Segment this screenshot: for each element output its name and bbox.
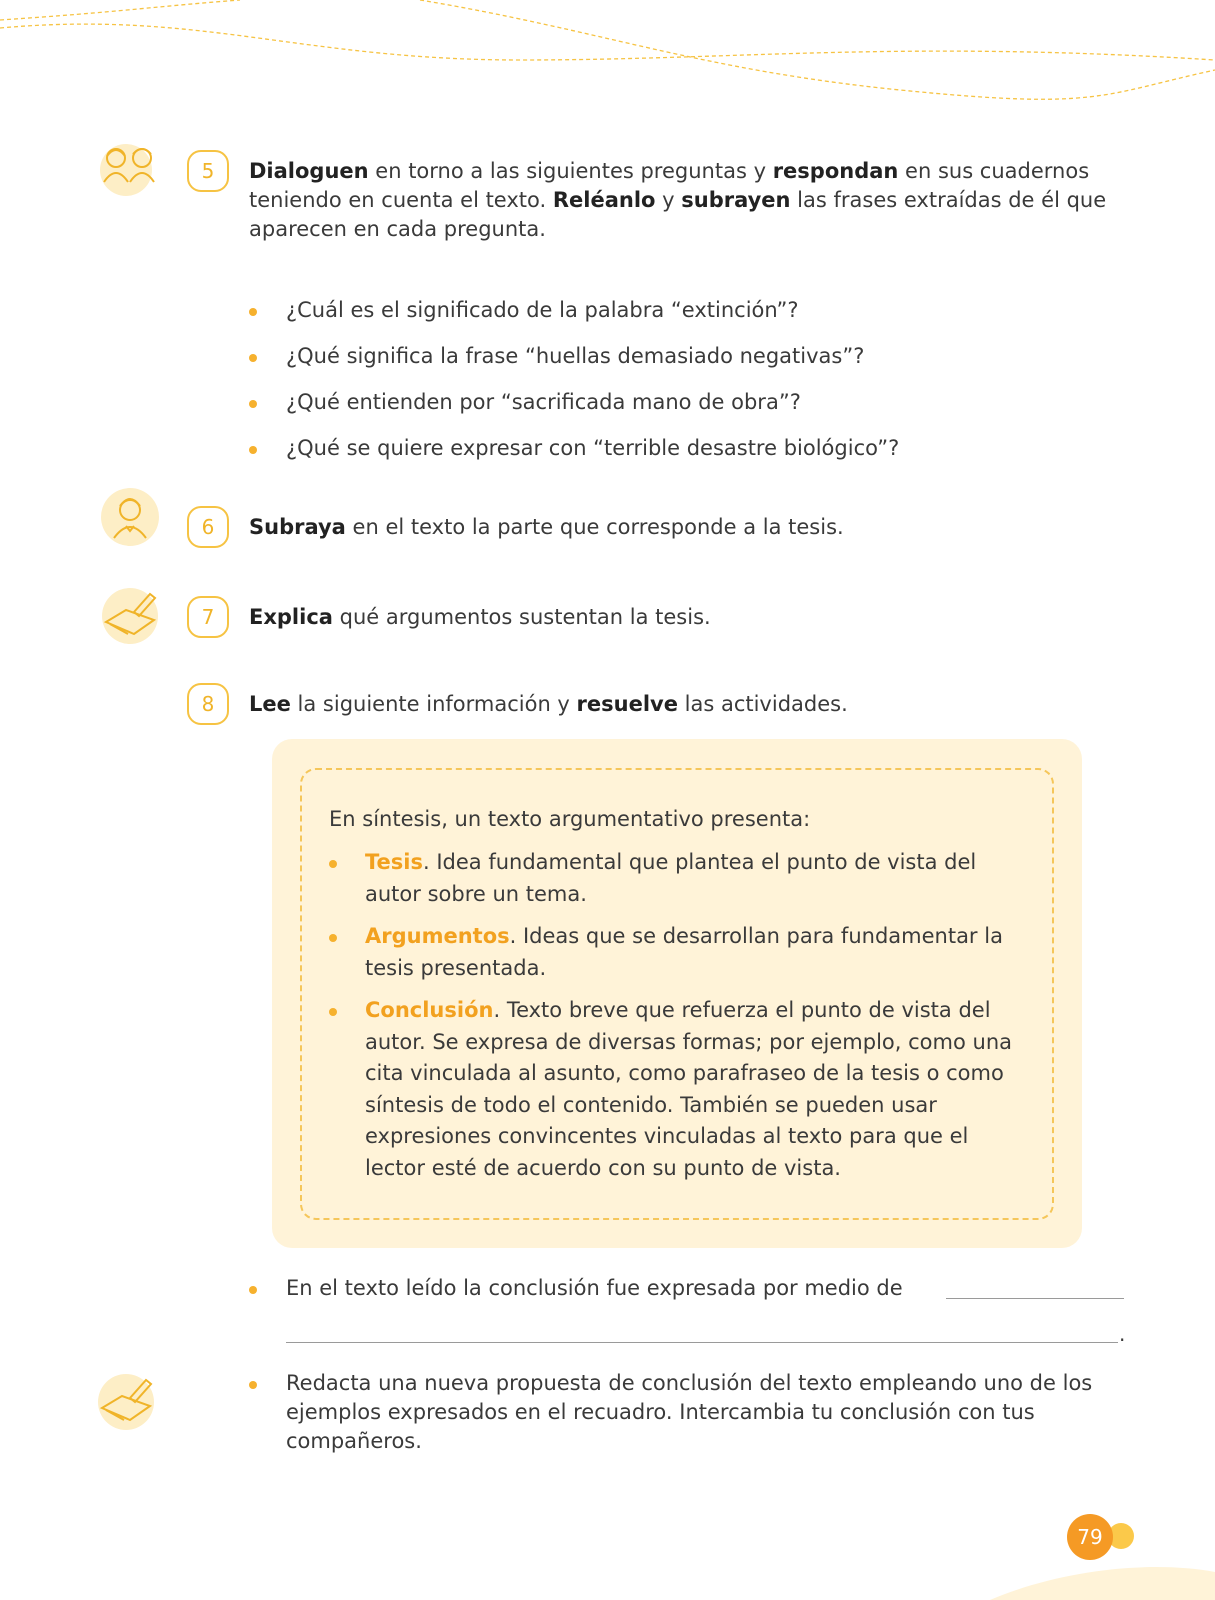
- list-item: ¿Cuál es el significado de la palabra “extinción”?: [249, 296, 1109, 325]
- list-item: ¿Qué significa la frase “huellas demasiado negativas”?: [249, 342, 1109, 371]
- question-5-bullets: [249, 296, 1109, 463]
- answer-line-1[interactable]: [946, 1298, 1124, 1299]
- summary-item-conclusion: Conclusión. Texto breve que refuerza el punto de vista del autor. Se expresa de diversas formas; por ejemplo, como una cita vinculada al asunto, como parafraseo de la tesis o como síntesis de todo el contenido. También se pueden usar expresiones convincentes vinculadas al texto para que el lector esté de acuerdo con su punto de vista.: [329, 995, 1029, 1184]
- decorative-waves: [0, 0, 1215, 110]
- question-5-text: Dialoguen en torno a las siguientes preguntas y respondan en sus cuadernos teniendo en cuenta el texto. Reléanlo y subrayen las frases extraídas de él que aparecen en cada pregunta.: [249, 159, 1107, 241]
- question-6-text: Subraya en el texto la parte que corresponde a la tesis.: [249, 515, 844, 539]
- question-number-7: 7: [187, 596, 229, 638]
- activity-1: [249, 1274, 949, 1303]
- summary-intro: En síntesis, un texto argumentativo presenta:: [329, 807, 811, 831]
- list-item: ¿Qué entienden por “sacrificada mano de obra”?: [249, 388, 1109, 417]
- two-students-icon: [96, 136, 164, 198]
- notebook-writing-icon: [96, 1370, 160, 1430]
- page-number: 79: [1067, 1514, 1113, 1560]
- question-8-text: Lee la siguiente información y resuelve las actividades.: [249, 692, 848, 716]
- question-number-6: 6: [187, 506, 229, 548]
- line-end-period: .: [1119, 1322, 1126, 1346]
- activity-1-text: En el texto leído la conclusión fue expresada por medio de: [249, 1274, 949, 1303]
- question-number-5: 5: [187, 150, 229, 192]
- answer-line-2[interactable]: [286, 1342, 1118, 1343]
- activity-2-text: Redacta una nueva propuesta de conclusión del texto empleando uno de los ejemplos expresados en el recuadro. Intercambia tu conclusión con tus compañeros.: [249, 1369, 1129, 1456]
- list-item: ¿Qué se quiere expresar con “terrible desastre biológico”?: [249, 434, 1109, 463]
- activity-2: [249, 1369, 1129, 1456]
- summary-item-argumentos: Argumentos. Ideas que se desarrollan para fundamentar la tesis presentada.: [329, 921, 1029, 984]
- summary-list: [329, 847, 1029, 1195]
- notebook-writing-icon: [100, 584, 164, 644]
- summary-item-tesis: Tesis. Idea fundamental que plantea el punto de vista del autor sobre un tema.: [329, 847, 1029, 910]
- question-7-text: Explica qué argumentos sustentan la tesis.: [249, 605, 711, 629]
- question-number-8: 8: [187, 683, 229, 725]
- student-icon: [100, 486, 162, 548]
